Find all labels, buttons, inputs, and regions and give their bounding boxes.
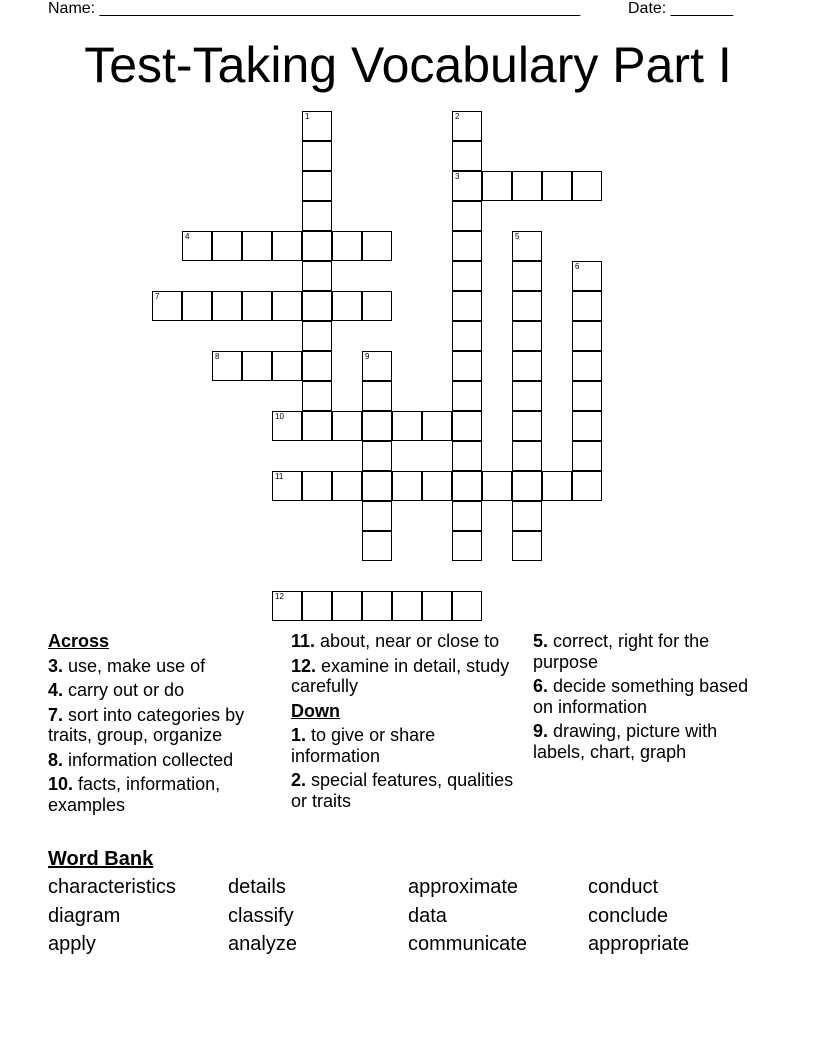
word-bank-item: conduct [588, 876, 659, 898]
crossword-cell[interactable] [422, 411, 452, 441]
crossword-cell[interactable] [302, 261, 332, 291]
down-heading: Down [291, 700, 340, 721]
crossword-cell[interactable] [572, 471, 602, 501]
crossword-cell[interactable] [212, 291, 242, 321]
crossword-cell[interactable] [452, 381, 482, 411]
crossword-cell[interactable] [512, 171, 542, 201]
crossword-cell[interactable] [452, 261, 482, 291]
crossword-cell[interactable] [452, 141, 482, 171]
crossword-cell[interactable] [512, 291, 542, 321]
crossword-cell[interactable] [392, 471, 422, 501]
crossword-cell[interactable] [512, 531, 542, 561]
crossword-cell[interactable] [512, 261, 542, 291]
crossword-cell[interactable] [302, 111, 332, 141]
crossword-cell[interactable] [272, 471, 302, 501]
crossword-cell[interactable] [572, 351, 602, 381]
clue-number: 2 [455, 112, 460, 121]
word-bank-item: appropriate [588, 933, 690, 955]
clue-across-3: 3. use, make use of [48, 655, 206, 676]
crossword-cell[interactable] [512, 231, 542, 261]
clue-number: 3 [455, 172, 460, 181]
word-bank-item: classify [228, 904, 294, 927]
clue-across-7: 7. sort into categories by traits, group, organize [48, 704, 245, 745]
crossword-cell[interactable] [572, 261, 602, 291]
crossword-cell[interactable] [302, 171, 332, 201]
crossword-cell[interactable] [452, 471, 482, 501]
crossword-cell[interactable] [332, 471, 362, 501]
crossword-cell[interactable] [572, 171, 602, 201]
clue-number: 5 [515, 232, 520, 241]
crossword-cell[interactable] [302, 231, 332, 261]
crossword-cell[interactable] [362, 531, 392, 561]
crossword-cell[interactable] [302, 141, 332, 171]
crossword-cell[interactable] [332, 231, 362, 261]
crossword-cell[interactable] [482, 471, 512, 501]
crossword-cell[interactable] [422, 471, 452, 501]
crossword-cell[interactable] [272, 411, 302, 441]
crossword-cell[interactable] [272, 231, 302, 261]
crossword-cell[interactable] [362, 291, 392, 321]
crossword-cell[interactable] [392, 411, 422, 441]
crossword-cell[interactable] [482, 171, 512, 201]
clue-down-1: 1. to give or share information [291, 725, 436, 766]
clue-across-10: 10. facts, information, examples [48, 774, 221, 815]
crossword-cell[interactable] [362, 351, 392, 381]
clue-number: 8 [215, 352, 220, 361]
clue-number: 11 [275, 472, 284, 481]
crossword-cell[interactable] [332, 411, 362, 441]
crossword-cell[interactable] [182, 231, 212, 261]
crossword-cell[interactable] [272, 291, 302, 321]
crossword-cell[interactable] [362, 411, 392, 441]
crossword-cell[interactable] [302, 351, 332, 381]
crossword-cell[interactable] [512, 501, 542, 531]
crossword-cell[interactable] [362, 591, 392, 621]
crossword-cell[interactable] [512, 381, 542, 411]
crossword-cell[interactable] [452, 201, 482, 231]
clue-down-9: 9. drawing, picture with labels, chart, graph [533, 721, 718, 762]
crossword-cell[interactable] [542, 171, 572, 201]
clue-across-8: 8. information collected [48, 749, 234, 770]
crossword-cell[interactable] [452, 351, 482, 381]
crossword-cell[interactable] [362, 231, 392, 261]
word-bank-item: approximate [408, 876, 519, 898]
crossword-cell[interactable] [362, 441, 392, 471]
crossword-cell[interactable] [512, 351, 542, 381]
clue-number: 9 [365, 352, 370, 361]
word-bank-item: details [228, 876, 286, 898]
crossword-cell[interactable] [452, 501, 482, 531]
clue-across-12: 12. examine in detail, study carefully [291, 655, 510, 696]
crossword-cell[interactable] [152, 291, 182, 321]
word-bank-list [48, 876, 768, 956]
crossword-cell[interactable] [302, 201, 332, 231]
clue-number: 6 [575, 262, 580, 271]
date-field-label: Date: _______ [628, 0, 733, 17]
clue-across-4: 4. carry out or do [48, 680, 185, 700]
crossword-cell[interactable] [512, 411, 542, 441]
clue-down-2: 2. special features, qualities or traits [291, 770, 514, 811]
crossword-cell[interactable] [212, 351, 242, 381]
crossword-cell[interactable] [182, 291, 212, 321]
crossword-cell[interactable] [332, 591, 362, 621]
crossword-cell[interactable] [302, 591, 332, 621]
crossword-cell[interactable] [422, 591, 452, 621]
crossword-cell[interactable] [302, 381, 332, 411]
word-bank-item: apply [48, 933, 96, 955]
crossword-cell[interactable] [242, 231, 272, 261]
clue-number: 10 [275, 412, 284, 421]
crossword-cell[interactable] [572, 441, 602, 471]
crossword-cell[interactable] [542, 471, 572, 501]
clue-column-2 [291, 631, 521, 815]
crossword-cell[interactable] [452, 291, 482, 321]
clue-number: 12 [275, 592, 284, 601]
crossword-cell[interactable] [272, 351, 302, 381]
clue-column-3 [533, 631, 768, 766]
crossword-cell[interactable] [572, 321, 602, 351]
crossword-cell[interactable] [302, 471, 332, 501]
crossword-cell[interactable] [452, 531, 482, 561]
page-title: Test-Taking Vocabulary Part I [84, 37, 732, 93]
crossword-cell[interactable] [302, 291, 332, 321]
word-bank-item: data [408, 904, 447, 927]
word-bank-heading: Word Bank [48, 848, 154, 870]
name-field-label: Name: ______________________________________________________ [48, 0, 581, 17]
clue-number: 1 [305, 112, 310, 121]
crossword-cell[interactable] [452, 171, 482, 201]
crossword-cell[interactable] [452, 111, 482, 141]
crossword-cell[interactable] [512, 471, 542, 501]
crossword-cell[interactable] [242, 351, 272, 381]
crossword-cell[interactable] [452, 441, 482, 471]
word-bank-item: diagram [48, 904, 121, 927]
crossword-cell[interactable] [362, 381, 392, 411]
clue-down-5: 5. correct, right for the purpose [533, 631, 710, 672]
word-bank-item: conclude [588, 904, 669, 927]
word-bank-item: analyze [228, 933, 297, 955]
crossword-cell[interactable] [242, 291, 272, 321]
crossword-cell[interactable] [452, 411, 482, 441]
crossword-cell[interactable] [512, 441, 542, 471]
crossword-cell[interactable] [452, 231, 482, 261]
crossword-cell[interactable] [302, 411, 332, 441]
clue-across-11: 11. about, near or close to [291, 631, 500, 651]
clue-number: 4 [185, 232, 190, 241]
crossword-cell[interactable] [332, 291, 362, 321]
crossword-cell[interactable] [452, 321, 482, 351]
crossword-cell[interactable] [572, 291, 602, 321]
crossword-cell[interactable] [572, 411, 602, 441]
word-bank-item: communicate [408, 933, 527, 955]
clue-number: 7 [155, 292, 160, 301]
crossword-cell[interactable] [452, 591, 482, 621]
across-heading: Across [48, 631, 110, 651]
crossword-cell[interactable] [392, 591, 422, 621]
crossword-cell[interactable] [362, 501, 392, 531]
crossword-cell[interactable] [302, 321, 332, 351]
crossword-cell[interactable] [572, 381, 602, 411]
word-bank-item: characteristics [48, 876, 176, 898]
crossword-cell[interactable] [362, 471, 392, 501]
crossword-cell[interactable] [512, 321, 542, 351]
crossword-cell[interactable] [272, 591, 302, 621]
clue-column-1 [48, 631, 283, 819]
crossword-cell[interactable] [212, 231, 242, 261]
clue-down-6: 6. decide something based on information [533, 676, 749, 717]
